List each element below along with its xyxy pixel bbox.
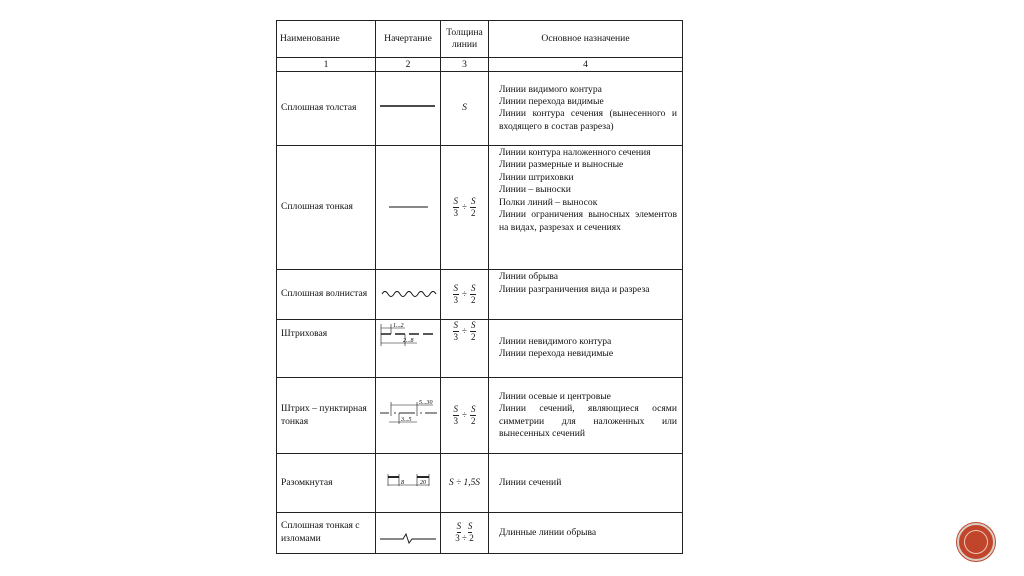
dash-length-label: 5...30 bbox=[418, 400, 432, 407]
line-sketch bbox=[376, 454, 441, 512]
fraction-operator: ÷ bbox=[462, 325, 467, 336]
thickness-fraction bbox=[453, 283, 477, 307]
purpose-line: Линии сечений, являющиеся осями симметрии для наложенных или вынесенных сечений bbox=[499, 403, 677, 440]
purpose-line: Линии видимого контура bbox=[499, 83, 602, 95]
purpose-line: Линии штриховки bbox=[499, 171, 574, 183]
solid-thin-line-sketch bbox=[377, 195, 440, 215]
table-row bbox=[277, 512, 683, 553]
column-number: 3 bbox=[441, 58, 489, 72]
header-style: Начертание bbox=[376, 21, 441, 58]
fraction-denominator: 2 bbox=[469, 532, 474, 543]
purpose-line: Длинные линии обрыва bbox=[499, 526, 597, 538]
purpose-line: Линии контура сечения (вынесенного и входящего в состав разреза) bbox=[499, 108, 677, 132]
purpose-line: Линии перехода невидимые bbox=[499, 348, 614, 360]
column-number: 4 bbox=[489, 58, 683, 72]
fraction-operator: ÷ bbox=[462, 288, 467, 299]
fraction-numerator: S bbox=[468, 521, 473, 533]
line-thickness: S bbox=[441, 72, 489, 145]
header-name: Наименование bbox=[277, 21, 376, 58]
fraction-numerator: S bbox=[453, 320, 460, 332]
column-number: 1 bbox=[277, 58, 376, 72]
fraction-numerator: S bbox=[470, 283, 477, 295]
thickness-fraction bbox=[453, 320, 477, 344]
gap-label: 8 bbox=[400, 479, 404, 486]
line-thickness bbox=[441, 512, 489, 553]
fraction-denominator: 3 bbox=[453, 416, 459, 427]
open-line-sketch bbox=[377, 470, 440, 492]
table-row bbox=[277, 270, 683, 319]
line-name: Штриховая bbox=[277, 319, 376, 377]
line-purpose bbox=[489, 270, 683, 319]
thickness-fraction bbox=[453, 196, 477, 220]
line-sketch bbox=[376, 319, 441, 377]
header-purpose: Основное назначение bbox=[489, 21, 683, 58]
fraction-numerator: S bbox=[457, 521, 462, 533]
purpose-line: Линии контура наложенного сечения bbox=[499, 146, 651, 158]
line-sketch bbox=[376, 72, 441, 145]
fraction-numerator: S bbox=[453, 283, 460, 295]
table-row bbox=[277, 72, 683, 145]
table-row bbox=[277, 454, 683, 512]
zigzag-line-sketch bbox=[377, 527, 440, 545]
line-thickness bbox=[441, 270, 489, 319]
purpose-line: Линии разграничения вида и разреза bbox=[499, 283, 650, 295]
thickness-fraction bbox=[455, 521, 473, 545]
fraction-numerator: S bbox=[470, 196, 477, 208]
purpose-line: Линии невидимого контура bbox=[499, 335, 612, 347]
fraction-denominator: 3 bbox=[455, 532, 460, 543]
line-sketch bbox=[376, 512, 441, 553]
header-thickness: Толщина линии bbox=[441, 21, 489, 58]
fraction-numerator: S bbox=[470, 404, 477, 416]
line-purpose bbox=[489, 72, 683, 145]
purpose-line: Линии ограничения выносных элементов на видах, разрезах и сечениях bbox=[499, 209, 677, 233]
column-numbers-row bbox=[277, 58, 683, 72]
column-number: 2 bbox=[376, 58, 441, 72]
table-row bbox=[277, 377, 683, 453]
header-row bbox=[277, 21, 683, 58]
dash-dot-line-sketch bbox=[377, 396, 440, 430]
line-purpose bbox=[489, 512, 683, 553]
purpose-line: Линии перехода видимые bbox=[499, 96, 604, 108]
line-thickness bbox=[441, 319, 489, 377]
wavy-line-sketch bbox=[377, 282, 440, 302]
dash-gap-label: 1...2 bbox=[392, 322, 403, 329]
fraction-numerator: S bbox=[453, 404, 460, 416]
line-name: Сплошная тонкая bbox=[277, 145, 376, 270]
fraction-operator: ÷ bbox=[462, 410, 467, 421]
purpose-line: Линии сечений bbox=[499, 476, 562, 488]
fraction-operator: ÷ bbox=[462, 201, 467, 212]
line-name: Разомкнутая bbox=[277, 454, 376, 512]
purpose-line: Линии осевые и центровые bbox=[499, 390, 611, 402]
gap-label: 3...5 bbox=[400, 417, 411, 424]
line-name: Сплошная тонкая с изломами bbox=[277, 512, 376, 553]
dash-length-label: 2...8 bbox=[402, 337, 413, 344]
line-thickness bbox=[441, 145, 489, 270]
line-name: Штрих – пунктирная тонкая bbox=[277, 377, 376, 453]
line-purpose bbox=[489, 145, 683, 270]
line-name: Сплошная волнистая bbox=[277, 270, 376, 319]
solid-thick-line-sketch bbox=[377, 96, 440, 116]
table-row bbox=[277, 319, 683, 377]
fraction-numerator: S bbox=[470, 320, 477, 332]
line-thickness: S ÷ 1,5S bbox=[441, 454, 489, 512]
line-purpose bbox=[489, 377, 683, 453]
purpose-line: Линии размерные и выносные bbox=[499, 159, 624, 171]
fraction-denominator: 3 bbox=[453, 208, 459, 219]
stroke-length-label: 20 bbox=[419, 479, 426, 486]
purpose-line: Линии – выноски bbox=[499, 184, 571, 196]
fraction-denominator: 2 bbox=[470, 331, 476, 342]
fraction-denominator: 2 bbox=[470, 416, 476, 427]
dashed-line-sketch bbox=[377, 320, 440, 354]
presentation-logo-icon bbox=[957, 523, 995, 561]
fraction-numerator: S bbox=[453, 196, 460, 208]
purpose-line: Полки линий – выносок bbox=[499, 196, 598, 208]
purpose-line: Линии обрыва bbox=[499, 271, 559, 283]
fraction-denominator: 2 bbox=[470, 208, 476, 219]
fraction-denominator: 3 bbox=[453, 331, 459, 342]
line-name: Сплошная толстая bbox=[277, 72, 376, 145]
line-sketch bbox=[376, 270, 441, 319]
table-row bbox=[277, 145, 683, 270]
fraction-denominator: 3 bbox=[453, 295, 459, 305]
line-types-table bbox=[276, 20, 683, 554]
fraction-denominator: 2 bbox=[470, 295, 476, 305]
line-sketch bbox=[376, 377, 441, 453]
thickness-fraction bbox=[453, 404, 477, 428]
line-purpose bbox=[489, 319, 683, 377]
line-thickness bbox=[441, 377, 489, 453]
line-purpose bbox=[489, 454, 683, 512]
fraction-operator: ÷ bbox=[462, 532, 467, 543]
line-sketch bbox=[376, 145, 441, 270]
